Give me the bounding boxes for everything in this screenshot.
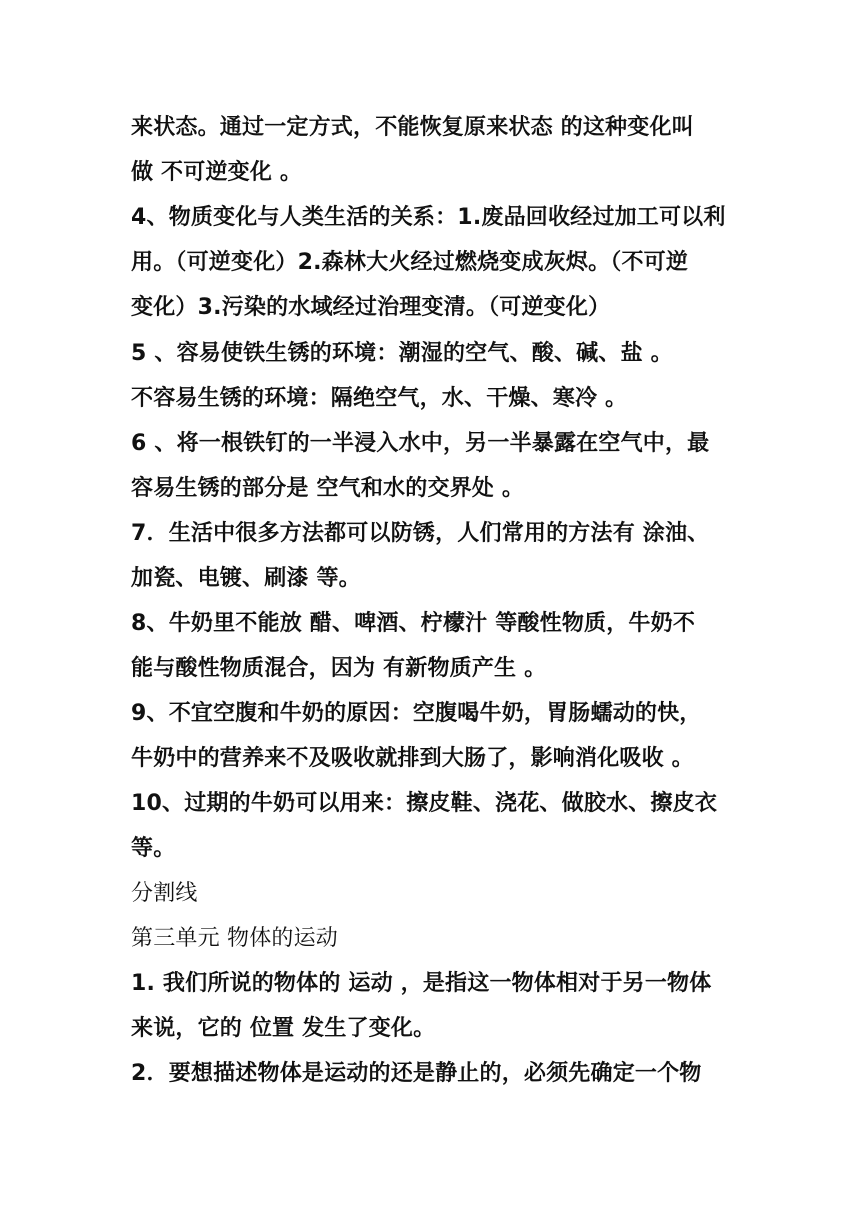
text-line: 等。 xyxy=(131,836,176,861)
text-line: 能与酸性物质混合，因为 有新物质产生 。 xyxy=(131,656,547,681)
text-line: 用。（可逆变化）2.森林大火经过燃烧变成灰烬。（不可逆 xyxy=(131,250,689,275)
text-line: 7．生活中很多方法都可以防锈，人们常用的方法有 涂油、 xyxy=(131,521,710,546)
text-line: 牛奶中的营养来不及吸收就排到大肠了，影响消化吸收 。 xyxy=(131,746,694,771)
text-line: 6 、将一根铁钉的一半浸入水中，另一半暴露在空气中，最 xyxy=(131,431,710,456)
text-line: 5 、容易使铁生锈的环境：潮湿的空气、酸、碱、盐 。 xyxy=(131,341,673,366)
divider-label: 分割线 xyxy=(131,881,198,906)
text-line: 做 不可逆变化 。 xyxy=(131,160,303,185)
text-line: 10、过期的牛奶可以用来：擦皮鞋、浇花、做胶水、擦皮衣 xyxy=(131,791,718,816)
text-line: 来状态。通过一定方式，不能恢复原来状态 的这种变化叫 xyxy=(131,115,694,140)
text-line: 8、牛奶里不能放 醋、啤酒、柠檬汁 等酸性物质，牛奶不 xyxy=(131,611,696,636)
text-line: 变化）3.污染的水域经过治理变清。（可逆变化） xyxy=(131,295,611,320)
text-line: 来说，它的 位置 发生了变化。 xyxy=(131,1016,436,1041)
text-line: 9、不宜空腹和牛奶的原因：空腹喝牛奶，胃肠蠕动的快， xyxy=(131,701,702,726)
text-line: 2．要想描述物体是运动的还是静止的，必须先确定一个物 xyxy=(131,1061,702,1086)
text-line: 4、物质变化与人类生活的关系：1.废品回收经过加工可以利 xyxy=(131,205,726,230)
text-line: 1. 我们所说的物体的 运动 ，是指这一物体相对于另一物体 xyxy=(131,971,712,996)
text-line: 容易生锈的部分是 空气和水的交界处 。 xyxy=(131,476,525,501)
section-heading: 第三单元 物体的运动 xyxy=(131,926,338,951)
text-line: 加瓷、电镀、刷漆 等。 xyxy=(131,566,361,591)
text-line: 不容易生锈的环境：隔绝空气，水、干燥、寒冷 。 xyxy=(131,386,628,411)
